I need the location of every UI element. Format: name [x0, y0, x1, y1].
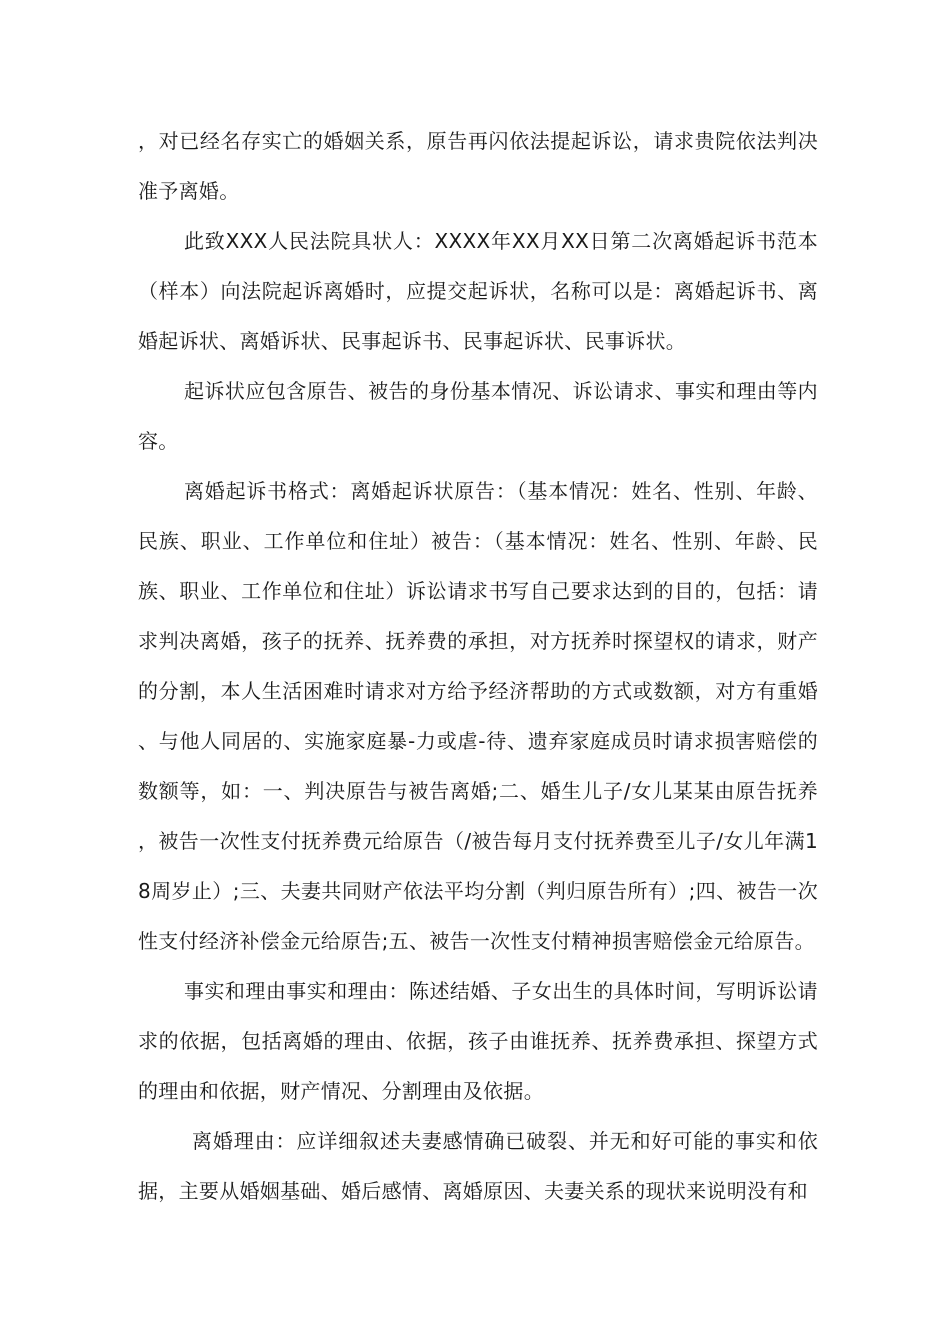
- paragraph-6: 离婚理由：应详细叙述夫妻感情确已破裂、并无和好可能的事实和依据，主要从婚姻基础、婚后感情、离婚原因、夫妻关系的现状来说明没有和: [138, 1129, 818, 1203]
- paragraph-5: 事实和理由事实和理由：陈述结婚、子女出生的具体时间，写明诉讼请求的依据，包括离婚的理由、依据，孩子由谁抚养、抚养费承担、探望方式的理由和依据，财产情况、分割理由及依据。: [138, 979, 818, 1103]
- document-body: [138, 116, 818, 1216]
- paragraph-4: 离婚起诉书格式：离婚起诉状原告：（基本情况：姓名、性别、年龄、民族、职业、工作单位和住址）被告：（基本情况：姓名、性别、年龄、民族、职业、工作单位和住址）诉讼请求书写自己要求达到的目的，包括：请求判决离婚，孩子的抚养、抚养费的承担，对方抚养时探望权的请求，财产的分割，本人生活困难时请求对方给予经济帮助的方式或数额，对方有重婚、与他人同居的、实施家庭暴-力或虐-待、遗弃家庭成员时请求损害赔偿的数额等，如：一、判决原告与被告离婚;二、婚生儿子/女儿某某由原告抚养，被告一次性支付抚养费元给原告（/被告每月支付抚养费至儿子/女儿年满18周岁止）;三、夫妻共同财产依法平均分割（判归原告所有）;四、被告一次性支付经济补偿金元给原告;五、被告一次性支付精神损害赔偿金元给原告。: [138, 479, 818, 953]
- paragraph-1: ，对已经名存实亡的婚姻关系，原告再闪依法提起诉讼，请求贵院依法判决准予离婚。: [138, 129, 818, 203]
- paragraph-3: 起诉状应包含原告、被告的身份基本情况、诉讼请求、事实和理由等内容。: [138, 379, 818, 453]
- paragraph-2: 此致XXX人民法院具状人：XXXX年XX月XX日第二次离婚起诉书范本（样本）向法院起诉离婚时，应提交起诉状，名称可以是：离婚起诉书、离婚起诉状、离婚诉状、民事起诉书、民事起诉状、民事诉状。: [138, 229, 818, 353]
